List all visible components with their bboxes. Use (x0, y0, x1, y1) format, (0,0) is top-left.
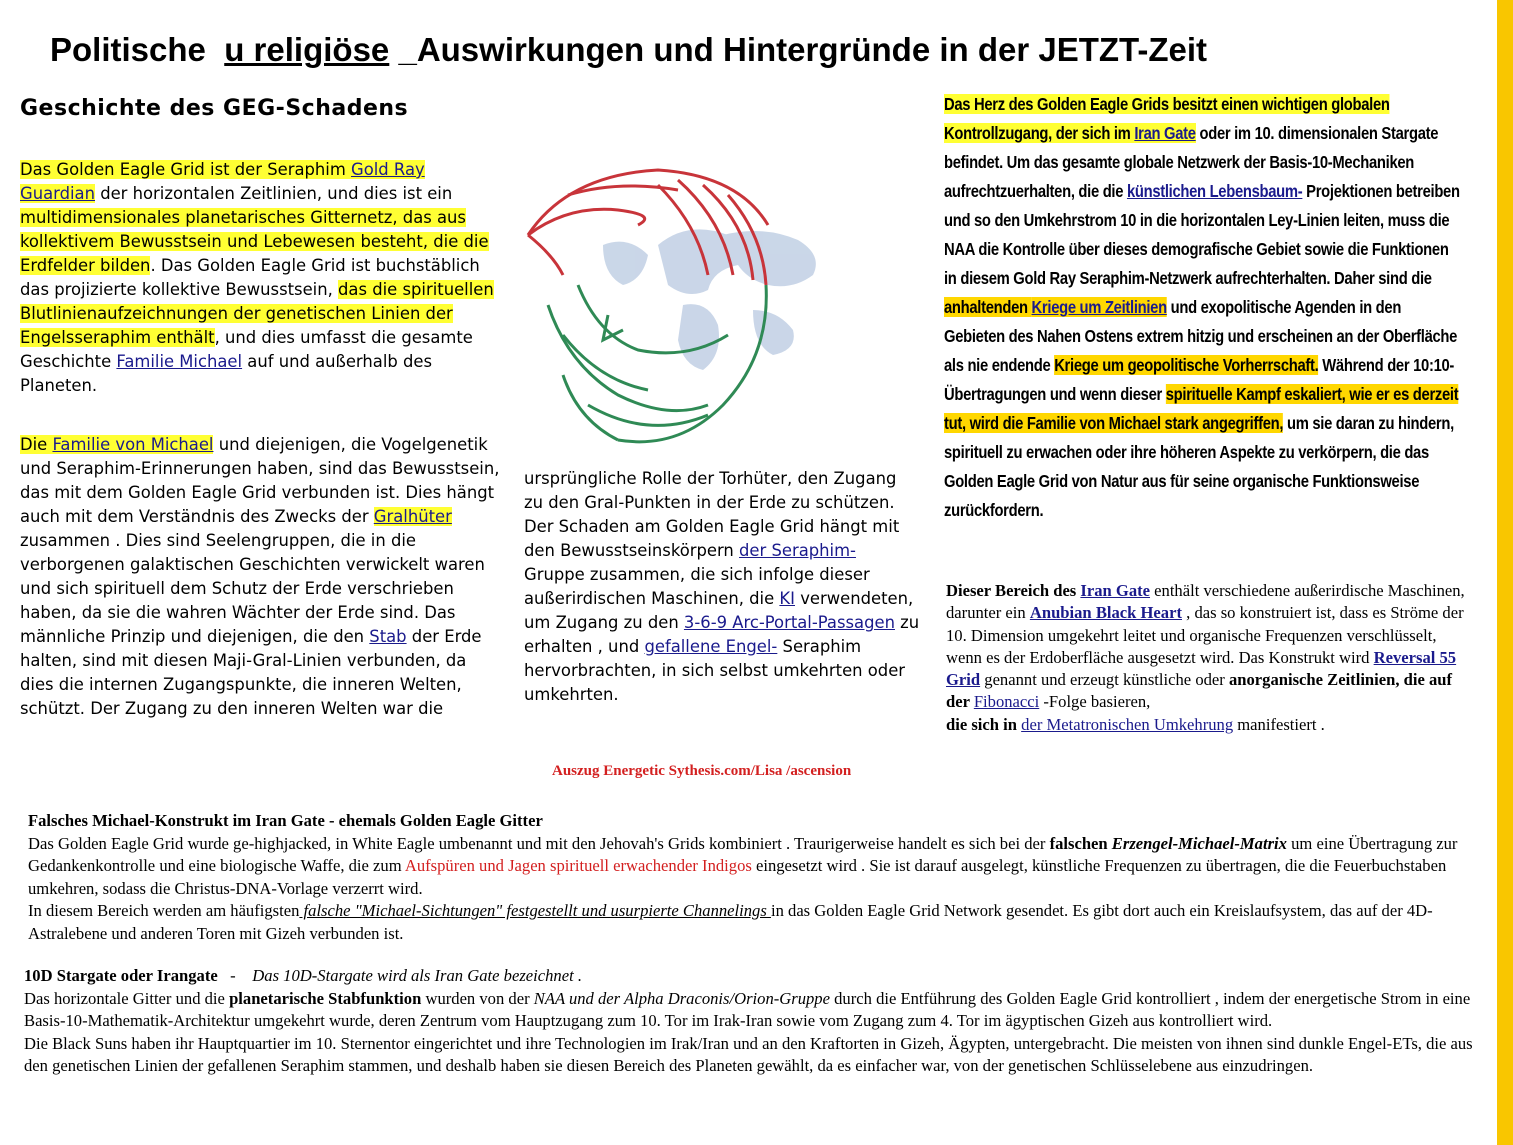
familie-von-michael-link[interactable]: Familie von Michael (52, 435, 214, 454)
fibonacci-link[interactable]: Fibonacci (973, 692, 1040, 712)
anubian-black-heart-link[interactable]: Anubian Black Heart (1029, 603, 1182, 623)
reversal-55-grid-link[interactable]: Reversal 55 Grid (946, 647, 1457, 690)
golden-eagle-illustration (508, 165, 838, 465)
iran-gate-link-1[interactable]: Iran Gate (1134, 123, 1196, 143)
familie-michael-link[interactable]: Familie Michael (116, 352, 243, 371)
left-paragraph-2: Die Familie von Michael und diejenigen, die Vogelgenetik und Seraphim-Erinnerungen haben, sind das Bewusstsein, das mit dem Golden Eagle Grid verbunden ist. Dies hängt auch mit dem Verständnis des Zwecks der Gralhüter zusammen . Dies sind Seelengruppen, die in die verborgenen galaktischen Geschichten verwickelt waren und sich spirituell dem Schutz der Erde verschrieben haben, da sie die wahren Wächter der Erde sind. Das männliche Prinzip und diejenigen, die den Stab der Erde halten, sind mit diesen Maji-Gral-Linien verbunden, da dies die internen Zugangspunkte, die inneren Welten, schützt. Der Zugang zu den inneren Welten war die (20, 435, 500, 718)
right-paragraph: Das Herz des Golden Eagle Grids besitzt einen wichtigen globalen Kontrollzugang, der sich im Iran Gate oder im 10. dimensionalen Stargate befindet. Um das gesamte globale Netzwerk der Basis-10-Mechaniken aufrechtzuerhalten, die die künstlichen Lebensbaum- Projektionen betreiben und so den Umkehrstrom 10 in die horizontalen Ley-Linien leiten, muss die NAA die Kontrolle über dieses demografische Gebiet sowie die Funktionen in diesem Gold Ray Seraphim-Netzwerk aufrechterhalten. Daher sind die anhaltenden Kriege um Zeitlinien und exopolitische Agenden in den Gebieten des Nahen Ostens extrem hitzig und erscheinen an der Oberfläche als nie endende Kriege um geopolitische Vorherrschaft. Während der 10:10-Übertragungen und wenn dieser spirituelle Kampf eskaliert, wie er es derzeit tut, wird die Familie von Michael stark angegriffen, um sie daran zu hindern, spirituell zu erwachen oder ihre höheren Aspekte zu verkörpern, die das Golden Eagle Grid von Natur aus für seine organische Funktionsweise zurückfordern. (944, 94, 1460, 520)
gefallene-engel-link[interactable]: gefallene Engel- (644, 637, 778, 656)
middle-paragraph: ursprüngliche Rolle der Torhüter, den Zugang zu den Gral-Punkten in der Erde zu schützen. Der Schaden am Golden Eagle Grid hängt mit den Bewusstseinskörpern der Seraphim- Gruppe zusammen, die sich infolge dieser außerirdischen Maschinen, die KI verwendeten, um Zugang zu den 3-6-9 Arc-Portal-Passagen zu erhalten , und gefallene Engel- Seraphim hervorbrachten, in sich selbst umkehrten oder umkehrten. (524, 469, 920, 704)
section-irangate: 10D Stargate oder Irangate - Das 10D-Stargate wird als Iran Gate bezeichnet . Das horizontale Gitter und die planetarische Stabfunktion wurden von der NAA und der Alpha Draconis/Orion-Gruppe durch die Entführung des Golden Eagle Grid kontrolliert , indem der energetische Strom in eine Basis-10-Mathematik-Architektur umgekehrt wurde, deren Zentrum vom Hauptzugang zum 10. Tor im Irak-Iran sowie vom Zugang zum 4. Tor im ägyptischen Gizeh aus kontrolliert wird. Die Black Suns haben ihr Hauptquartier im 10. Sternentor eingerichtet und ihre Technologien im Irak/Iran und an den Kraftorten in Gizeh, Ägypten, untergebracht. Die meisten von ihnen sind dunkle Engel-ETs, die aus den genetischen Linien der gefallenen Seraphim stammen, und deshalb haben sie diesen Bereich des Planeten gewählt, da es einfacher war, von der genetischen Schlüsselebene aus einzudringen. (24, 966, 1473, 1075)
seraphim-link[interactable]: der Seraphim- (739, 541, 856, 560)
lebensbaum-link[interactable]: künstlichen Lebensbaum- (1126, 181, 1303, 201)
iran-gate-link-2[interactable]: Iran Gate (1080, 581, 1151, 600)
section-false-michael: Falsches Michael-Konstrukt im Iran Gate - ehemals Golden Eagle Gitter Das Golden Eagle Grid wurde ge-highjacked, in White Eagle umbenannt und mit den Jehovah's Grids kombiniert . Traurigerweise handelt es sich bei der falschen Erzengel-Michael-Matrix um eine Übertragung zur Gedankenkontrolle und eine biologische Waffe, die zum Aufspüren und Jagen spirituell erwachender Indigos eingesetzt wird . Sie ist darauf ausgelegt, künstliche Frequenzen zu übertragen, die die Feuerbuchstaben umkehren, sodass die Christus-DNA-Vorlage verzerrt wird. In diesem Bereich werden am häufigsten falsche "Michael-Sichtungen" festgestellt und usurpierte Channelings in das Golden Eagle Grid Network gesendet. Es gibt dort auch ein Kreislaufsystem, das auf der 4D- Astralebene und anderen Toren mit Gizeh verbunden ist. (28, 811, 1458, 943)
gold-ray-guardian-link[interactable]: Gold Ray Guardian (20, 160, 425, 203)
right-paragraph-b: Dieser Bereich des Iran Gate enthält verschiedene außerirdische Maschinen, darunter ein Anubian Black Heart , das so konstruiert ist, dass es Ströme der 10. Dimension umgekehrt leitet und organische Frequenzen verschlüsselt, wenn es der Erdoberfläche ausgesetzt wird. Das Konstrukt wird Reversal 55 Grid genannt und erzeugt künstliche oder anorganische Zeitlinien, die auf der Fibonacci -Folge basieren, die sich in der Metatronischen Umkehrung manifestiert . (946, 581, 1465, 734)
arc-portal-link[interactable]: 3-6-9 Arc-Portal-Passagen (683, 613, 895, 632)
ki-link[interactable]: KI (779, 589, 795, 608)
stab-link[interactable]: Stab (369, 627, 407, 646)
left-heading: Geschichte des GEG-Schadens (20, 96, 409, 121)
gralhueter-link[interactable]: Gralhüter (373, 507, 452, 526)
left-paragraph-1: Das Golden Eagle Grid ist der Seraphim Gold Ray Guardian der horizontalen Zeitlinien, und dies ist ein multidimensionales planetarisches Gitternetz, das aus kollektivem Bewusstsein und Lebewesen besteht, die die Erdfelder bilden. Das Golden Eagle Grid ist buchstäblich das projizierte kollektive Bewusstsein, das die spirituellen Blutlinienaufzeichnungen der genetischen Linien der Engelsseraphim enthält, und dies umfasst die gesamte Geschichte Familie Michael auf und außerhalb des Planeten. (20, 160, 494, 395)
source-credit: Auszug Energetic Sythesis.com/Lisa /ascension (552, 763, 852, 779)
section2-heading: 10D Stargate oder Irangate (24, 966, 218, 985)
metatronische-umkehrung-link[interactable]: der Metatronischen Umkehrung (1021, 714, 1234, 734)
kriege-zeitlinien-link[interactable]: Kriege um Zeitlinien (1031, 297, 1167, 317)
section1-heading: Falsches Michael-Konstrukt im Iran Gate - ehemals Golden Eagle Gitter (28, 811, 543, 830)
right-edge-bar (1497, 0, 1513, 1145)
eagle-head-top (528, 170, 768, 235)
page-title: Politische u religiöse _Auswirkungen und Hintergründe in der JETZT-Zeit (50, 31, 1208, 68)
